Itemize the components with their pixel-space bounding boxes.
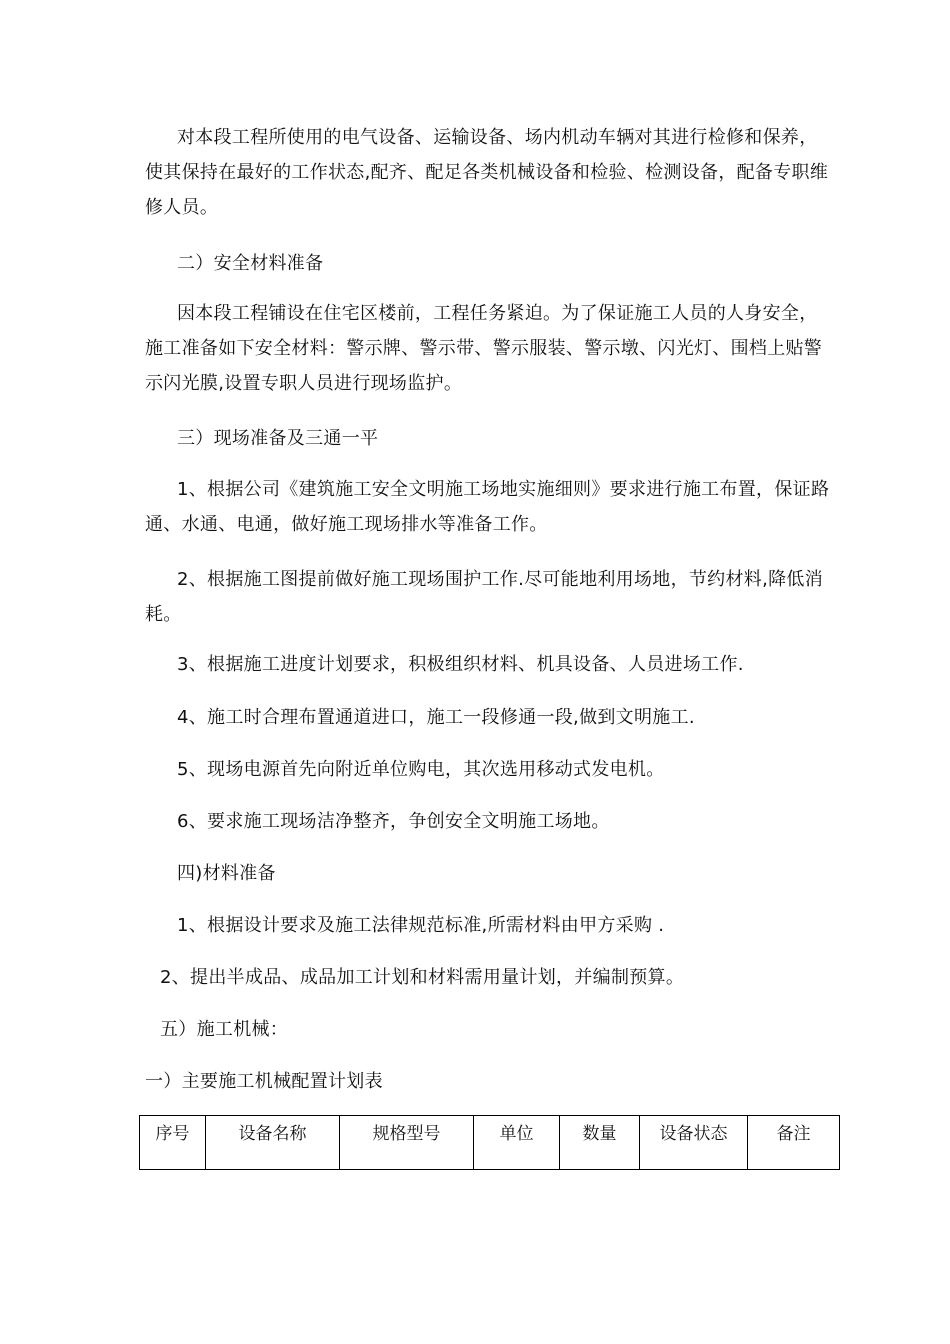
table-header-cell: 序号	[140, 1116, 206, 1170]
paragraph-site-item-1: 1、根据公司《建筑施工安全文明施工场地实施细则》要求进行施工布置，保证路通、水通、电通，做好施工现场排水等准备工作。	[145, 479, 830, 535]
table-header-cell: 规格型号	[340, 1116, 474, 1170]
heading-site-preparation: 三）现场准备及三通一平	[177, 428, 379, 449]
table-header-cell: 数量	[560, 1116, 640, 1170]
table-header-row	[140, 1116, 840, 1170]
paragraph-site-item-4: 4、施工时合理布置通道进口，施工一段修通一段,做到文明施工.	[177, 707, 695, 728]
paragraph-site-item-3: 3、根据施工进度计划要求，积极组织材料、机具设备、人员进场工作.	[177, 654, 744, 675]
table-header-cell: 设备名称	[206, 1116, 340, 1170]
paragraph-site-item-5: 5、现场电源首先向附近单位购电，其次选用移动式发电机。	[177, 759, 665, 780]
table-header-cell: 备注	[748, 1116, 840, 1170]
heading-safety-materials: 二）安全材料准备	[177, 253, 324, 274]
paragraph-site-item-6: 6、要求施工现场洁净整齐，争创安全文明施工场地。	[177, 811, 610, 832]
paragraph-equipment-maintenance: 对本段工程所使用的电气设备、运输设备、场内机动车辆对其进行检修和保养，使其保持在最好的工作状态,配齐、配足各类机械设备和检验、检测设备，配备专职维修人员。	[145, 127, 829, 218]
machinery-plan-table	[139, 1115, 840, 1170]
table-header-cell: 单位	[474, 1116, 560, 1170]
paragraph-materials-item-1: 1、根据设计要求及施工法律规范标准,所需材料由甲方采购 .	[177, 915, 665, 936]
heading-machinery: 五）施工机械：	[160, 1019, 289, 1040]
heading-materials: 四)材料准备	[177, 863, 276, 884]
paragraph-safety-materials: 因本段工程铺设在住宅区楼前，工程任务紧迫。为了保证施工人员的人身安全，施工准备如下安全材料：警示牌、警示带、警示服装、警示墩、闪光灯、围档上贴警示闪光膜,设置专职人员进行现场监护。	[145, 303, 823, 394]
table-header-cell: 设备状态	[640, 1116, 748, 1170]
paragraph-materials-item-2: 2、提出半成品、成品加工计划和材料需用量计划，并编制预算。	[160, 967, 685, 988]
heading-machinery-plan-table: 一）主要施工机械配置计划表	[145, 1071, 383, 1092]
paragraph-site-item-2: 2、根据施工图提前做好施工现场围护工作.尽可能地利用场地，节约材料,降低消耗。	[145, 569, 823, 625]
